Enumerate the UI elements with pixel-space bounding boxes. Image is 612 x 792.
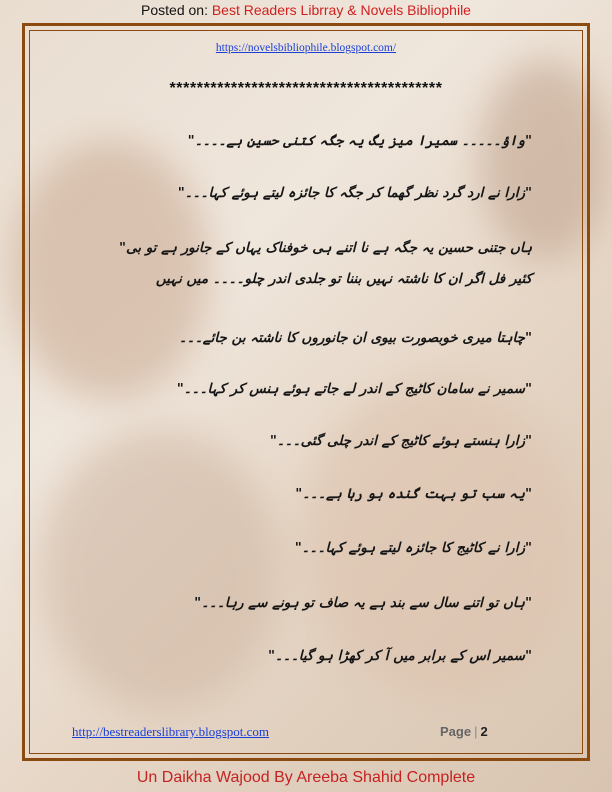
paragraph-line: کئیر فل اگر ان کا ناشتہ نہیں بننا تو جلدی اندر چلو۔۔۔۔ میں نہیں [155,271,532,287]
page-label: Page [440,724,472,739]
paragraph-line: "سمیر نے سامان کاٹیج کے اندر لے جاتے ہوئے ہنس کر کہا۔۔۔" [176,381,532,397]
star-separator: **************************************** [169,80,443,97]
paragraph-line: "زارا ہنستے ہوئے کاٹیج کے اندر چلی گئی۔۔۔" [269,433,532,449]
paragraph-line: "ہاں تو اتنے سال سے بند ہے یہ صاف تو ہونے سے رہا۔۔۔" [194,595,532,611]
paragraph-line: "زارا نے کاٹیج کا جائزہ لیتے ہوئے کہا۔۔۔" [294,540,532,556]
site-link[interactable]: https://novelsbibliophile.blogspot.com/ [215,42,397,54]
posted-on-prefix: Posted on: [141,2,212,18]
paragraph-line: "چاہتا میری خوبصورت بیوی ان جانوروں کا ناشتہ بن جائے۔۔۔ [179,330,532,346]
paragraph-line: ہاں جتنی حسین یہ جگہ ہے نا اتنے ہی خوفناک یہاں کے جانور ہے تو بی" [118,240,532,256]
paragraph-line: "زارا نے ارد گرد نظر گھما کر جگہ کا جائزہ لیتے ہوئے کہا۔۔۔" [177,185,532,201]
page-separator: | [474,724,478,739]
posted-on-source: Best Readers Librray & Novels Bibliophile [211,2,471,18]
page-number-value: 2 [480,724,488,739]
posted-on-header [0,2,612,18]
paragraph-line: "سمیر اس کے برابر میں آ کر کھڑا ہو گیا۔۔۔" [267,648,532,664]
book-title: Un Daikha Wajood By Areeba Shahid Complete [136,769,476,786]
footer-link[interactable]: http://bestreaderslibrary.blogspot.com [72,724,269,739]
paragraph-line: "یہ سب تو بہت گندہ ہو رہا ہے۔۔۔" [295,486,532,502]
paragraph-line: "واؤ۔۔۔۔۔ سمیرا میز یگ یہ جگہ کتنی حسین ہے۔۔۔۔" [187,133,532,149]
page-number [440,724,488,739]
